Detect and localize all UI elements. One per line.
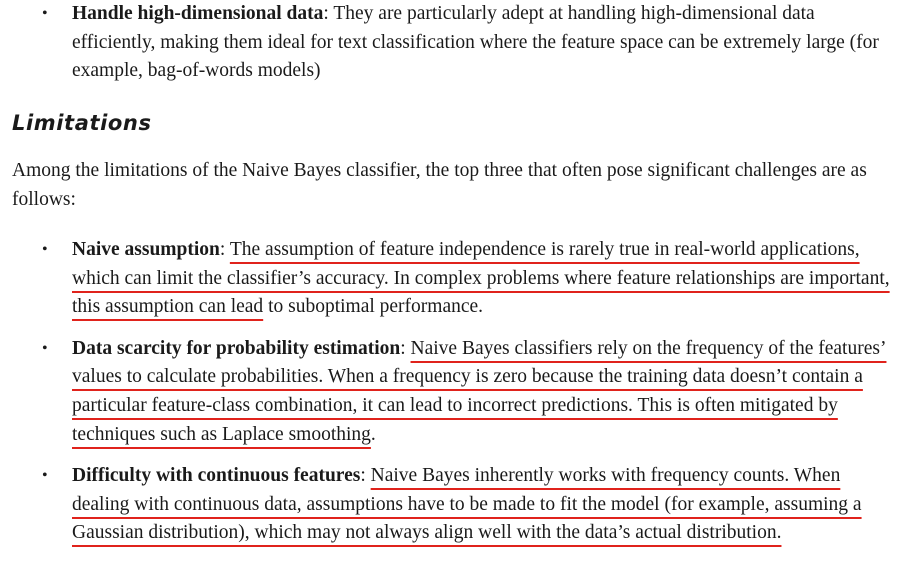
bullet-term: Difficulty with continuous features [72, 465, 361, 487]
bullet-term: Data scarcity for probability estimation [72, 337, 401, 359]
limitations-list [0, 236, 908, 561]
bullet-text: to suboptimal performance. [263, 296, 484, 318]
bullet-icon: • [42, 5, 48, 22]
bullet-icon: • [42, 241, 48, 258]
bullet-term: Handle high-dimensional data [72, 3, 324, 24]
bullet-text: . [370, 423, 376, 445]
bullet-separator: : [400, 337, 411, 359]
list-item [0, 462, 908, 548]
section-intro-paragraph: Among the limitations of the Naive Bayes classifier, the top three that often pose significant challenges are as follows: [12, 160, 867, 210]
bullet-icon: • [42, 467, 48, 485]
section-heading: Limitations [12, 111, 152, 135]
annotated-text: Naive Bayes classifiers rely on the frequency of the features’ values to calculate probabilities. When a frequency is zero because the training data doesn’t contain a particular feature-class combination, it can lead to incorrect predictions. This is often mitigated by techniques such as Laplace smoothing [72, 337, 887, 445]
advantages-list-tail [0, 0, 908, 86]
list-item [0, 0, 908, 86]
bullet-text: : They are particularly adept at handling high-dimensional data efficiently, making them ideal for text classification where the feature space can be extremely large (for example, bag-of-words models) [72, 3, 879, 82]
bullet-icon: • [42, 339, 48, 357]
bullet-separator: : [219, 239, 230, 260]
list-item [0, 335, 908, 449]
list-item [0, 236, 908, 322]
annotated-text: The assumption of feature independence is rarely true in real-world applications, which can limit the classifier’s accuracy. In complex problems where feature relationships are important, this assumption can lead [72, 239, 890, 318]
bullet-term: Naive assumption [72, 239, 220, 260]
bullet-separator: : [360, 465, 371, 487]
annotated-text: Naive Bayes inherently works with frequency counts. When dealing with continuous data, assumptions have to be made to fit the model (for example, assuming a Gaussian distribution), which may not always align well with the data’s actual distribution. [72, 465, 862, 544]
